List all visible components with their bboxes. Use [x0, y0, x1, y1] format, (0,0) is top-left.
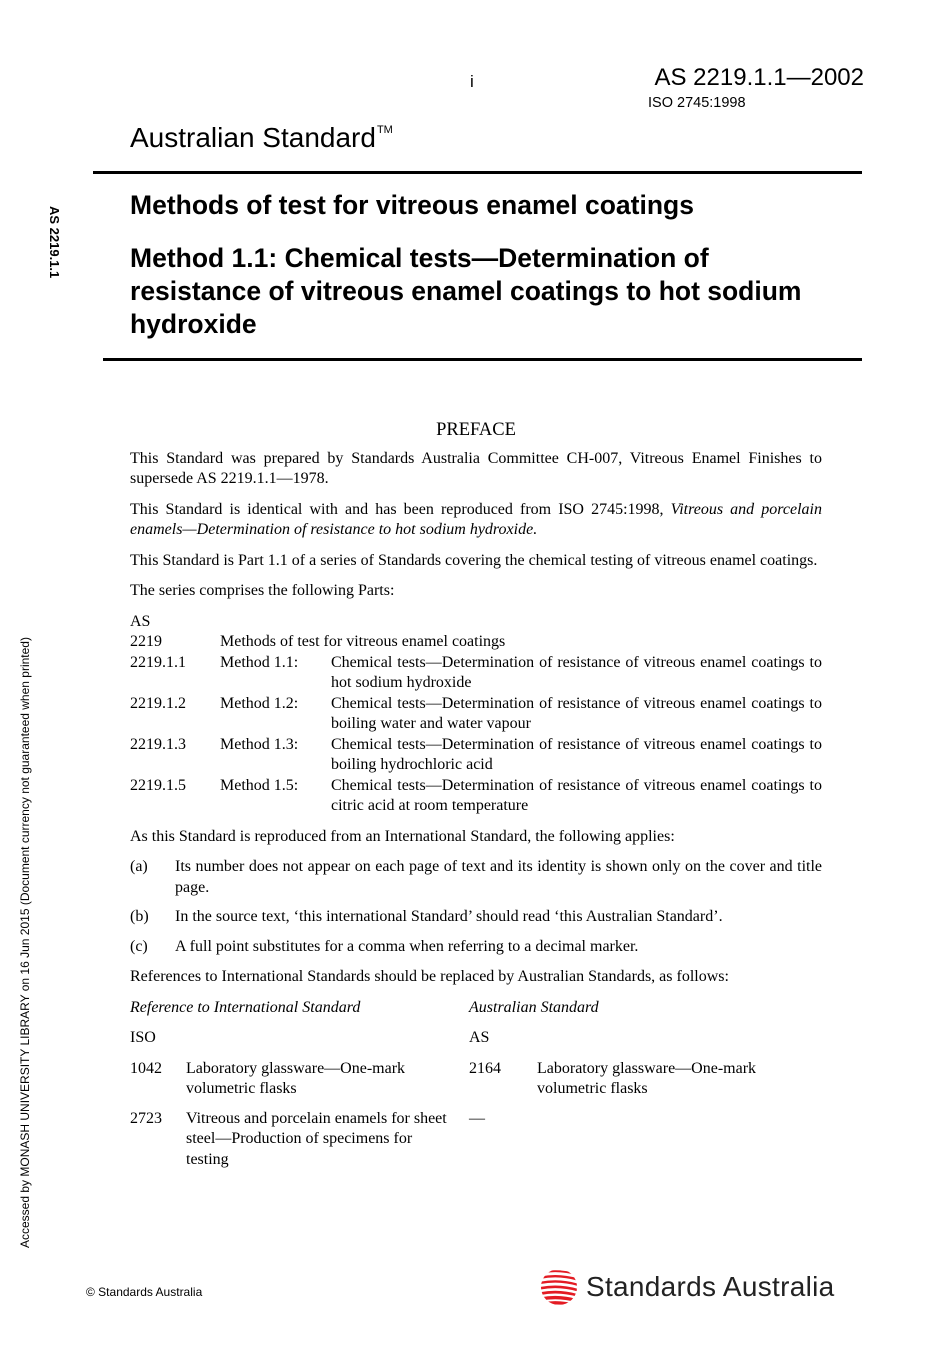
- header-australian: Australian Standard: [469, 998, 599, 1016]
- subheader-as: AS: [469, 1029, 490, 1046]
- iso-number-cell: 2723: [130, 1109, 162, 1127]
- standard-number: AS 2219.1.1—2002: [654, 64, 864, 91]
- item-label: (c): [130, 937, 148, 955]
- list-item: [130, 857, 822, 898]
- iso-title-cell: Laboratory glassware—One-mark volumetric flasks: [186, 1059, 406, 1097]
- preface-paragraph-3: This Standard is Part 1.1 of a series of Standards covering the chemical testing of vitreous enamel coatings.: [130, 551, 818, 569]
- reference-table-subheader: [130, 1028, 822, 1049]
- trademark-symbol: TM: [376, 124, 393, 136]
- as-title-cell: [537, 1109, 822, 1171]
- access-note-text: Accessed by MONASH UNIVERSITY LIBRARY on 16 Jun 2015 (Document currency not guaranteed when printed): [18, 637, 32, 1248]
- subheader-iso: ISO: [130, 1029, 156, 1046]
- preface-body: [130, 420, 822, 1179]
- part-method: Method 1.1:: [220, 653, 299, 671]
- iso-title-italic: Vitreous and porcelain enamels—Determination of resistance to hot sodium hydroxide.: [130, 500, 822, 538]
- part-row: [130, 694, 822, 735]
- iso-title-cell: Vitreous and porcelain enamels for sheet steel—Production of specimens for testing: [186, 1109, 447, 1168]
- preface-paragraph-1: This Standard was prepared by Standards Australia Committee CH-007, Vitreous Enamel Finishes to supersede AS 2219.1.1—1978.: [130, 449, 822, 487]
- item-label: (b): [130, 908, 149, 925]
- part-method: Method 1.2:: [220, 694, 299, 712]
- as-number-cell: —: [469, 1109, 485, 1127]
- copyright-notice: © Standards Australia: [86, 1285, 203, 1299]
- table-row: [130, 1059, 822, 1100]
- parts-prefix: AS: [130, 612, 151, 630]
- reference-table: [130, 998, 822, 1180]
- part-number: 2219.1.1: [130, 653, 186, 671]
- brand-name: Australian Standard: [130, 122, 376, 153]
- part-title: Methods of test for vitreous enamel coatings: [220, 633, 506, 650]
- page-number: i: [470, 72, 474, 91]
- paragraph-2-text: This Standard is identical with and has been reproduced from ISO 2745:1998,: [130, 500, 671, 518]
- part-title: Chemical tests—Determination of resistance of vitreous enamel coatings to boiling hydrochloric acid: [331, 735, 822, 773]
- preface-paragraph-4: The series comprises the following Parts:: [130, 582, 395, 599]
- part-row: [130, 776, 822, 817]
- part-row: [130, 653, 822, 694]
- list-item: [130, 907, 822, 928]
- item-label: (a): [130, 858, 148, 875]
- part-row: [130, 632, 822, 653]
- item-text: A full point substitutes for a comma when referring to a decimal marker.: [175, 937, 639, 955]
- item-text: In the source text, ‘this international Standard’ should read ‘this Australian Standard’.: [175, 908, 723, 925]
- preface-paragraph-6: References to International Standards should be replaced by Australian Standards, as follows:: [130, 968, 729, 985]
- method-title: Method 1.1: Chemical tests—Determination of resistance of vitreous enamel coatings to hot sodium hydroxide: [130, 243, 802, 339]
- spine-label-text: AS 2219.1.1: [47, 206, 62, 279]
- as-number-cell: 2164: [469, 1059, 501, 1077]
- bottom-rule: [103, 358, 862, 361]
- header-international: Reference to International Standard: [130, 998, 361, 1016]
- standards-australia-logo-icon: [540, 1268, 578, 1306]
- item-text: Its number does not appear on each page of text and its identity is shown only on the cover and title page.: [175, 858, 822, 896]
- reference-table-header: [130, 998, 822, 1019]
- parts-list: [130, 612, 822, 817]
- part-method: Method 1.5:: [220, 776, 299, 794]
- list-item: [130, 937, 822, 958]
- top-rule: [93, 171, 862, 174]
- standards-australia-logo: [540, 1265, 835, 1309]
- part-title: Chemical tests—Determination of resistance of vitreous enamel coatings to citric acid at room temperature: [331, 776, 822, 814]
- access-note: [18, 637, 38, 1258]
- spine-label: [38, 206, 64, 296]
- preface-paragraph-5: As this Standard is reproduced from an International Standard, the following applies:: [130, 827, 675, 845]
- part-title: Chemical tests—Determination of resistance of vitreous enamel coatings to hot sodium hydroxide: [331, 653, 822, 691]
- iso-number-cell: 1042: [130, 1059, 162, 1077]
- iso-number: ISO 2745:1998: [648, 95, 746, 111]
- part-number: 2219.1.2: [130, 694, 186, 712]
- logo-text: Standards Australia: [586, 1271, 835, 1302]
- main-title: Methods of test for vitreous enamel coatings: [130, 190, 694, 220]
- table-row: [130, 1109, 822, 1171]
- preface-heading: PREFACE: [436, 420, 516, 440]
- part-row: [130, 735, 822, 776]
- part-number: 2219.1.3: [130, 735, 186, 753]
- as-title-cell: Laboratory glassware—One-mark volumetric flasks: [537, 1059, 757, 1097]
- part-method: Method 1.3:: [220, 735, 299, 753]
- part-title: Chemical tests—Determination of resistance of vitreous enamel coatings to boiling water and water vapour: [331, 694, 822, 732]
- applies-list: [130, 857, 822, 957]
- brand-title: [130, 122, 393, 154]
- part-number: 2219: [130, 633, 162, 650]
- part-number: 2219.1.5: [130, 776, 186, 794]
- preface-paragraph-2: [130, 500, 822, 541]
